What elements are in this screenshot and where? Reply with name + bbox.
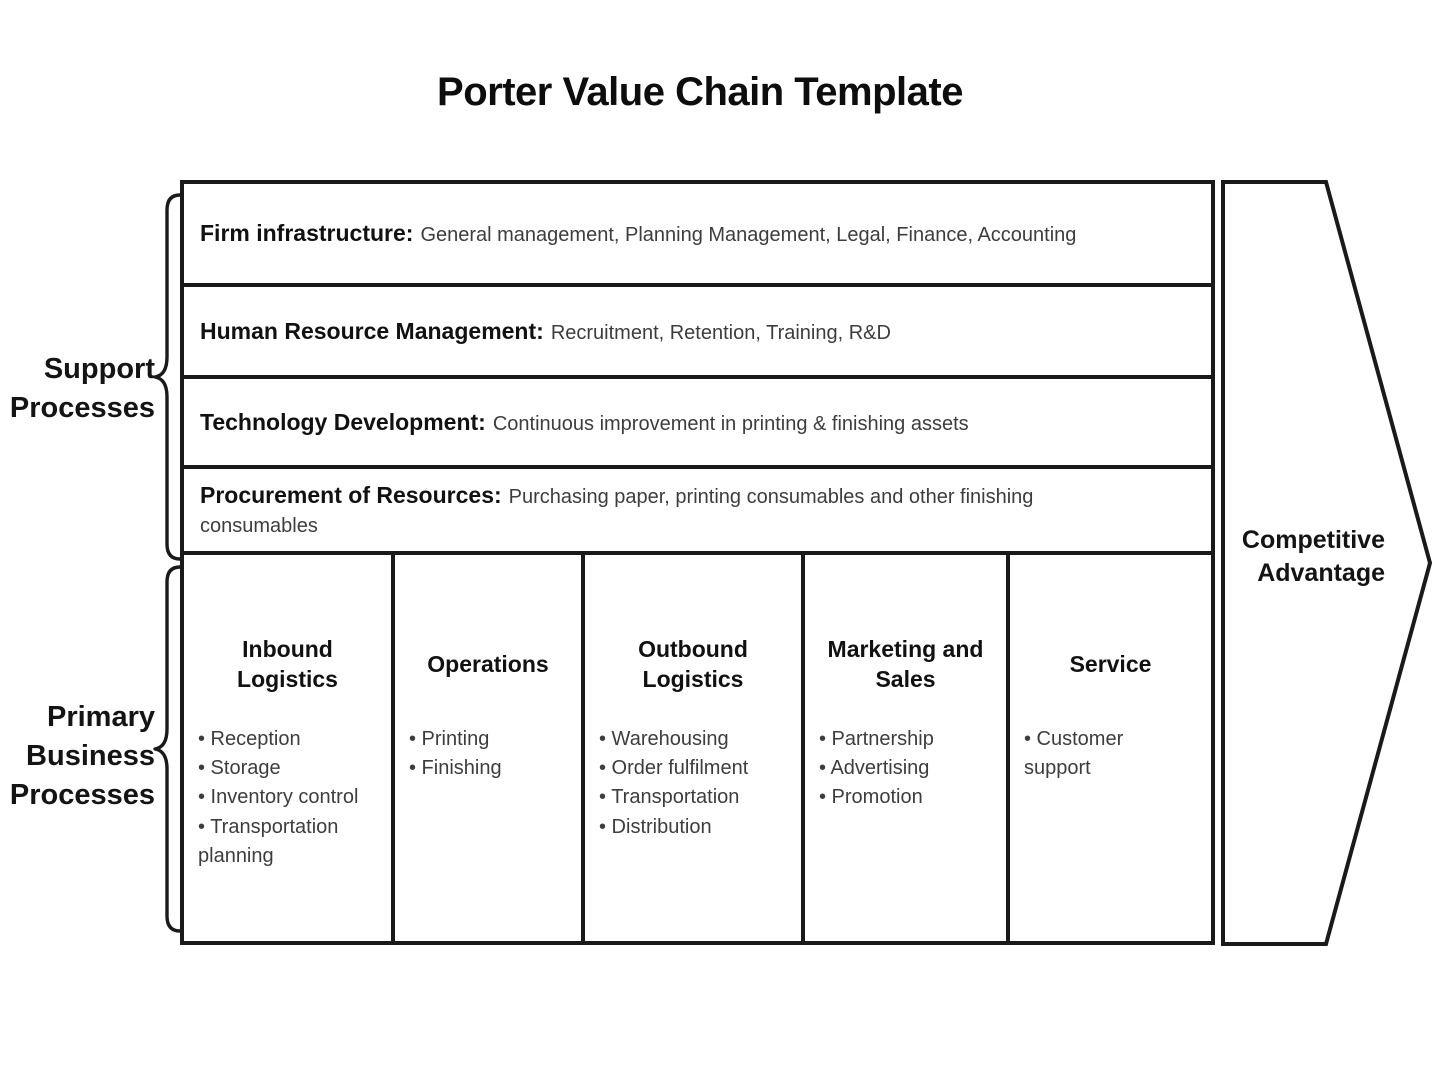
procurement-of-resources-label: Procurement of Resources: xyxy=(200,482,502,509)
list-item: • Storage xyxy=(198,757,281,780)
column-operations xyxy=(395,555,585,941)
support-row-procurement-of-resources xyxy=(184,469,1211,555)
service-title: Service xyxy=(1069,650,1152,677)
support-row-firm-infrastructure xyxy=(184,184,1211,287)
row-text xyxy=(184,406,969,439)
primary-label-line-3: Processes xyxy=(9,778,155,811)
operations-items xyxy=(395,725,581,783)
primary-processes-row xyxy=(184,555,1211,941)
operations-title: Operations xyxy=(427,650,549,677)
support-label-line-2: Processes xyxy=(9,391,155,424)
row-text xyxy=(184,315,891,348)
diagram-title: Porter Value Chain Template xyxy=(437,70,963,114)
list-item: • Inventory control xyxy=(198,786,359,809)
procurement-of-resources-description: Purchasing paper, printing consumables and other finishing consumables xyxy=(200,486,1034,538)
row-text xyxy=(184,479,1211,540)
primary-business-processes-label xyxy=(0,698,155,815)
list-item: • Distribution xyxy=(599,815,712,838)
marketing-and-sales-items xyxy=(805,725,1006,813)
human-resource-management-description: Recruitment, Retention, Training, R&D xyxy=(550,321,891,344)
column-service xyxy=(1010,555,1211,941)
outbound-logistics-items xyxy=(585,725,801,842)
support-row-technology-development xyxy=(184,379,1211,469)
human-resource-management-label: Human Resource Management: xyxy=(200,317,544,344)
list-item: • Promotion xyxy=(819,786,923,809)
outbound-logistics-title: Outbound Logistics xyxy=(638,635,748,692)
arrow-label-line-2: Advantage xyxy=(1257,558,1385,587)
marketing-and-sales-title: Marketing and Sales xyxy=(827,635,984,692)
row-text xyxy=(184,217,1076,250)
list-item: • Customer support xyxy=(1024,728,1124,780)
arrow-label-line-1: Competitive xyxy=(1241,526,1385,554)
technology-development-label: Technology Development: xyxy=(200,408,486,435)
column-inbound-logistics xyxy=(184,555,395,941)
column-outbound-logistics xyxy=(585,555,805,941)
inbound-logistics-title: Inbound Logistics xyxy=(237,635,338,692)
firm-infrastructure-description: General management, Planning Management, Legal, Finance, Accounting xyxy=(420,224,1077,247)
firm-infrastructure-label: Firm infrastructure: xyxy=(200,220,414,247)
list-item: • Printing xyxy=(409,728,490,750)
service-items xyxy=(1010,725,1211,783)
value-chain-box xyxy=(180,180,1215,945)
support-row-human-resource-management xyxy=(184,287,1211,379)
support-label-line-1: Support xyxy=(43,353,155,385)
list-item: • Partnership xyxy=(819,728,934,750)
competitive-advantage-label xyxy=(1215,524,1385,589)
list-item: • Finishing xyxy=(409,757,502,780)
list-item: • Transportation xyxy=(599,786,740,809)
list-item: • Advertising xyxy=(819,757,930,780)
support-processes-label xyxy=(0,350,155,428)
list-item: • Transportation planning xyxy=(198,815,339,867)
list-item: • Warehousing xyxy=(599,728,729,750)
support-brace-icon xyxy=(152,193,182,561)
technology-development-description: Continuous improvement in printing & finishing assets xyxy=(492,412,969,435)
primary-brace-icon xyxy=(152,565,182,933)
list-item: • Reception xyxy=(198,728,301,750)
column-marketing-and-sales xyxy=(805,555,1010,941)
primary-label-line-1: Primary xyxy=(46,701,155,733)
primary-label-line-2: Business xyxy=(26,739,155,772)
list-item: • Order fulfilment xyxy=(599,757,749,780)
inbound-logistics-items xyxy=(184,725,391,871)
